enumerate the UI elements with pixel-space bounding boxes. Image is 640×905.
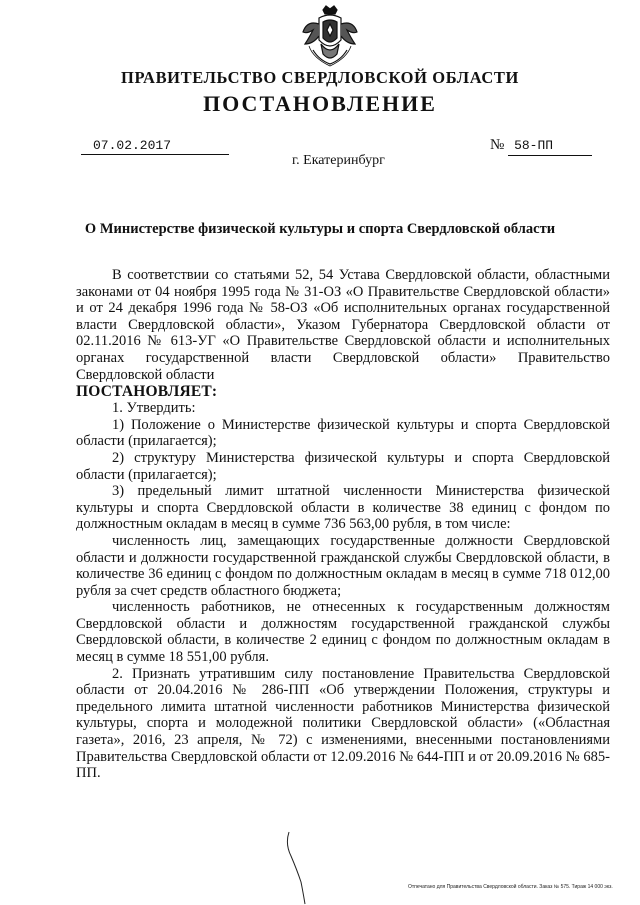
body-paragraph: численность работников, не отнесенных к государственным должностям Свердловской области и должностям государственной гражданской службы Свердловской области, в количестве 2 единиц с фондом по должностным окладам в месяц в сумме 18 551,00 рубля.: [76, 599, 610, 666]
document-type: ПОСТАНОВЛЕНИЕ: [203, 91, 437, 116]
document-title: О Министерстве физической культуры и спорта Свердловской области: [84, 221, 556, 237]
body-paragraph: 2) структуру Министерства физической культуры и спорта Свердловской области (прилагается);: [76, 449, 610, 483]
body-paragraph: 1) Положение о Министерстве физической культуры и спорта Свердловской области (прилагается);: [76, 416, 610, 450]
coat-of-arms-icon: [299, 4, 361, 68]
document-body: [76, 267, 610, 782]
document-number: [490, 136, 610, 156]
document-date: 07.02.2017: [81, 138, 229, 155]
body-paragraph: численность лиц, замещающих государственные должности Свердловской области и должности государственной гражданской службы Свердловской области, в количестве 36 единиц с фондом по должностным окладам в месяц в сумме 718 012,00 рубля за счет средств областного бюджета;: [76, 532, 610, 599]
document-city: г. Екатеринбург: [292, 153, 385, 168]
body-paragraph: 2. Признать утратившим силу постановление Правительства Свердловской области от 20.04.2016 № 286-ПП «Об утверждении Положения, структуры и предельного лимита штатной численности работников Министерства физической культуры, спорта и молодежной политики Свердловской области» («Областная газета», 2016, 23 апреля, № 72) с изменениями, внесенными постановлениями Правительства Свердловской области от 12.09.2016 № 644-ПП и от 20.09.2016 № 685-ПП.: [76, 665, 610, 782]
body-paragraph: 3) предельный лимит штатной численности Министерства физической культуры и спорта Свердловской области в количестве 38 единиц с фондом по должностным окладам в месяц в сумме 736 563,00 рубля, в том числе:: [76, 483, 610, 533]
number-value: 58-ПП: [508, 137, 592, 156]
print-note: Отпечатано для Правительства Свердловской области. Заказ № 575. Тираж 14 000 экз.: [408, 884, 613, 890]
decree-heading: ПОСТАНОВЛЯЕТ:: [76, 383, 218, 401]
number-label: №: [490, 137, 505, 153]
handwritten-signature-icon: [275, 830, 325, 905]
body-paragraph: 1. Утвердить:: [112, 400, 196, 417]
organization-name: ПРАВИТЕЛЬСТВО СВЕРДЛОВСКОЙ ОБЛАСТИ: [121, 68, 519, 87]
preamble-paragraph: В соответствии со статьями 52, 54 Устава Свердловской области, областными законами от 04 ноября 1995 года № 31-ОЗ «О Правительстве Свердловской области» и от 24 декабря 1996 года № 58-ОЗ «Об исполнительных органах государственной власти Свердловской области», Указом Губернатора Свердловской области от 02.11.2016 № 613-УГ «О Правительстве Свердловской области и исполнительных органах государственной власти Свердловской области» Правительство Свердловской области: [76, 267, 610, 383]
